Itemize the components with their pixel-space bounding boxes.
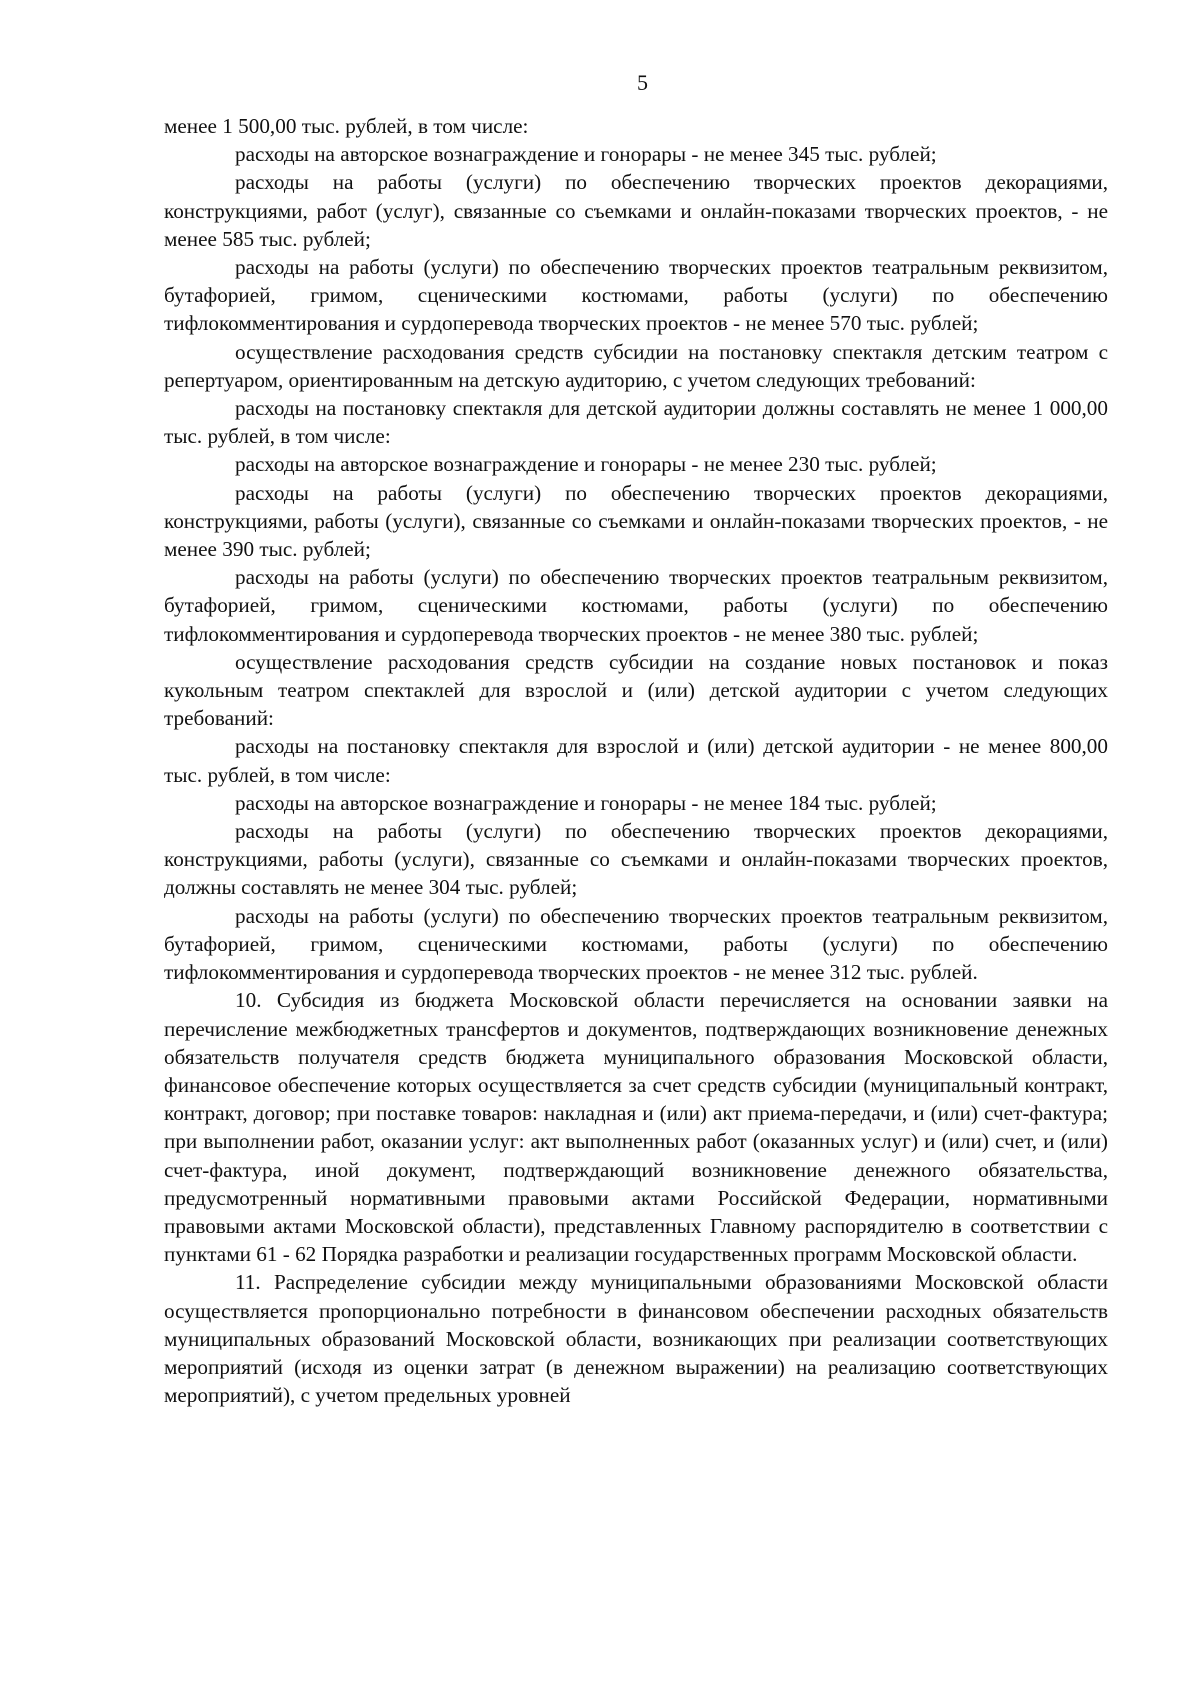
paragraph-12: расходы на авторское вознаграждение и гонорары - не менее 184 тыс. рублей; [235,790,937,815]
paragraph-3: расходы на работы (услуги) по обеспечению творческих проектов декорациями, конструкциями, работ (услуг), связанные со съемками и онлайн-показами творческих проектов, - не менее 585 тыс. рублей; [164,170,1108,251]
paragraph-13: расходы на работы (услуги) по обеспечению творческих проектов декорациями, конструкциями, работы (услуги), связанные со съемками и онлайн-показами творческих проектов, должны составлять не менее 304 тыс. рублей; [164,819,1108,900]
paragraph-2: расходы на авторское вознаграждение и гонорары - не менее 345 тыс. рублей; [235,142,937,167]
paragraph-14: расходы на работы (услуги) по обеспечению творческих проектов театральным реквизитом, бутафорией, гримом, сценическими костюмами, работы (услуги) по обеспечению тифлокомментирования и сурдоперевода творческих проектов - не менее 312 тыс. рублей. [164,903,1108,985]
paragraph-8: расходы на работы (услуги) по обеспечению творческих проектов декорациями, конструкциями, работы (услуги), связанные со съемками и онлайн-показами творческих проектов, - не менее 390 тыс. рублей; [164,480,1108,562]
paragraph-4: расходы на работы (услуги) по обеспечению творческих проектов театральным реквизитом, бутафорией, гримом, сценическими костюмами, работы (услуги) по обеспечению тифлокомментирования и сурдоперевода творческих проектов - не менее 570 тыс. рублей; [164,255,1108,336]
page-number: 5 [637,70,648,95]
paragraph-16: 11. Распределение субсидии между муниципальными образованиями Московской области осуществляется пропорционально потребности в финансовом обеспечении расходных обязательств муниципальных образований Московской области, возникающих при реализации соответствующих мероприятий (исходя из оценки затрат (в денежном выражении) на реализацию соответствующих мероприятий), с учетом предельных уровней [164,1270,1108,1408]
document-body [164,112,1108,1409]
paragraph-10: осуществление расходования средств субсидии на создание новых постановок и показ кукольным театром спектаклей для взрослой и (или) детской аудитории с учетом следующих требований: [164,649,1108,731]
paragraph-15: 10. Субсидия из бюджета Московской области перечисляется на основании заявки на перечисление межбюджетных трансфертов и документов, подтверждающих возникновение денежных обязательств получателя средств бюджета муниципального образования Московской области, финансовое обеспечение которых осуществляется за счет средств субсидии (муниципальный контракт, контракт, договор; при поставке товаров: накладная и (или) акт приема-передачи, и (или) счет-фактура; при выполнении работ, оказании услуг: акт выполненных работ (оказанных услуг) и (или) счет, и (или) счет-фактура, иной документ, подтверждающий возникновение денежного обязательства, предусмотренный нормативными правовыми актами Российской Федерации, нормативными правовыми актами Московской области), представленных Главному распорядителю в соответствии с пунктами 61 - 62 Порядка разработки и реализации государственных программ Московской области. [164,988,1108,1267]
paragraph-6: расходы на постановку спектакля для детской аудитории должны составлять не менее 1 000,00 тыс. рублей, в том числе: [164,396,1108,449]
paragraph-1: менее 1 500,00 тыс. рублей, в том числе: [164,114,529,138]
paragraph-9: расходы на работы (услуги) по обеспечению творческих проектов театральным реквизитом, бутафорией, гримом, сценическими костюмами, работы (услуги) по обеспечению тифлокомментирования и сурдоперевода творческих проектов - не менее 380 тыс. рублей; [164,565,1108,646]
paragraph-5: осуществление расходования средств субсидии на постановку спектакля детским театром с репертуаром, ориентированным на детскую аудиторию, с учетом следующих требований: [164,339,1108,392]
paragraph-7: расходы на авторское вознаграждение и гонорары - не менее 230 тыс. рублей; [235,452,937,477]
paragraph-11: расходы на постановку спектакля для взрослой и (или) детской аудитории - не менее 800,00 тыс. рублей, в том числе: [164,734,1108,787]
